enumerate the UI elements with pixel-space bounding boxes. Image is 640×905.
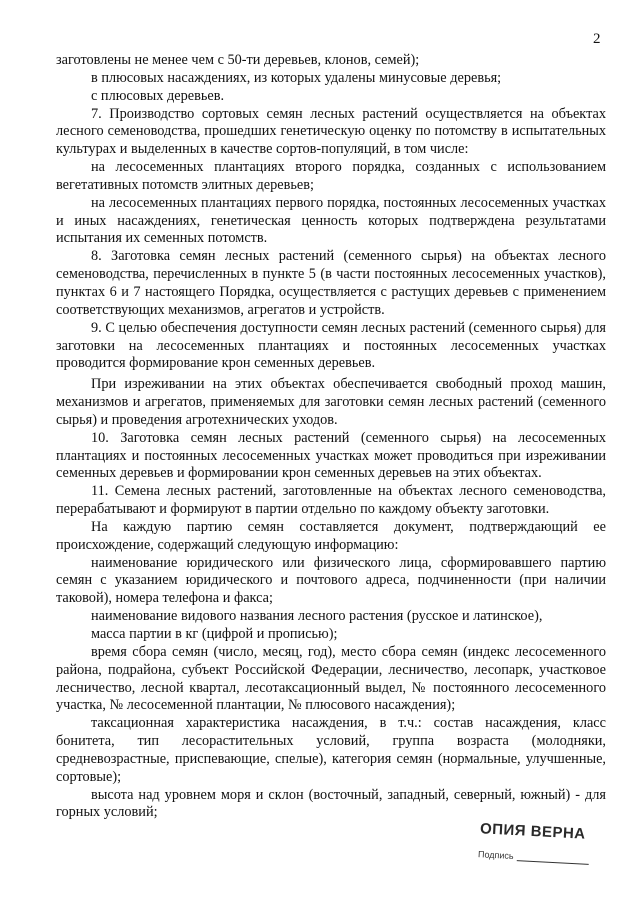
- page-number: 2: [593, 31, 601, 47]
- paragraph: с плюсовых деревьев.: [91, 87, 225, 104]
- paragraph: время сбора семян (число, месяц, год), место сбора семян (индекс лесосеменного района, подрайона, субъект Российской Федерации, лесничество, лесопарк, участковое лесничество, лесной квартал, лесотаксационный выдел, № постоянного лесосеменного участка, № лесосеменной плантации, № плюсового насаждения);: [56, 643, 606, 714]
- paragraph: масса партии в кг (цифрой и прописью);: [91, 626, 338, 642]
- paragraph: в плюсовых насаждениях, из которых удалены минусовые деревья;: [91, 69, 502, 86]
- paragraph: на лесосеменных плантациях первого порядка, постоянных лесосеменных участках и иных насаждениях, генетическая ценность которых подтверждена результатами испытания их семенных потомств.: [56, 194, 606, 247]
- signature-line: [478, 849, 589, 865]
- paragraph: 8. Заготовка семян лесных растений (семенного сырья) на объектах лесного семеноводства, перечисленных в пункте 5 (в части постоянных лесосеменных участков), пунктах 6 и 7 настоящего Порядка, осуществляется с растущих деревьев с применением соответствующих механизмов, агрегатов и устройств.: [56, 248, 606, 318]
- paragraph: высота над уровнем моря и склон (восточный, западный, северный, южный) - для горных условий;: [56, 786, 606, 821]
- paragraph: наименование юридического или физического лица, сформировавшего партию семян с указанием юридического и почтового адреса, подчиненности (при наличии таковой), номера телефона и факса;: [56, 554, 606, 607]
- signature-underline: [516, 860, 588, 865]
- document-body: [56, 52, 606, 822]
- paragraph: на лесосеменных плантациях второго порядка, созданных с использованием вегетативных потомств элитных деревьев;: [56, 159, 606, 193]
- paragraph: 7. Производство сортовых семян лесных растений осуществляется на объектах лесного семеноводства, прошедших генетическую оценку по потомству в испытательных культурах и выделенных в качестве сортов-популяций, в том числе:: [56, 105, 606, 158]
- paragraph: 9. С целью обеспечения доступности семян лесных растений (семенного сырья) для заготовки на лесосеменных плантациях и постоянных лесосеменных участках проводится формирование крон семенных деревьев.: [56, 319, 606, 372]
- paragraph: заготовлены не менее чем с 50-ти деревьев, клонов, семей);: [56, 52, 420, 68]
- paragraph: наименование видового названия лесного растения (русское и латинское),: [91, 608, 543, 625]
- paragraph: На каждую партию семян составляется документ, подтверждающий ее происхождение, содержащий следующую информацию:: [56, 518, 606, 553]
- paragraph: 10. Заготовка семян лесных растений (семенного сырья) на лесосеменных плантациях и постоянных лесосеменных участках может проводиться при изреживании семенных деревьев и формировании крон семенных деревьев на этих объектах.: [56, 429, 606, 482]
- paragraph: При изреживании на этих объектах обеспечивается свободный проход машин, механизмов и агрегатов, применяемых для заготовки семян лесных растений (семенного сырья) и проведения агротехнических уходов.: [56, 376, 606, 428]
- paragraph: таксационная характеристика насаждения, в т.ч.: состав насаждения, класс бонитета, тип лесорастительных условий, группа возраста (молодняки, средневозрастные, приспевающие, спелые), категория семян (нормальные, улучшенные, сортовые);: [56, 715, 606, 785]
- signature-label: Подпись: [477, 849, 514, 861]
- paragraph: 11. Семена лесных растений, заготовленные на объектах лесного семеноводства, перерабатывают и формируют в партии отдельно по каждому объекту заготовки.: [56, 483, 606, 518]
- certified-copy-stamp: ОПИЯ ВЕРНА: [479, 820, 587, 843]
